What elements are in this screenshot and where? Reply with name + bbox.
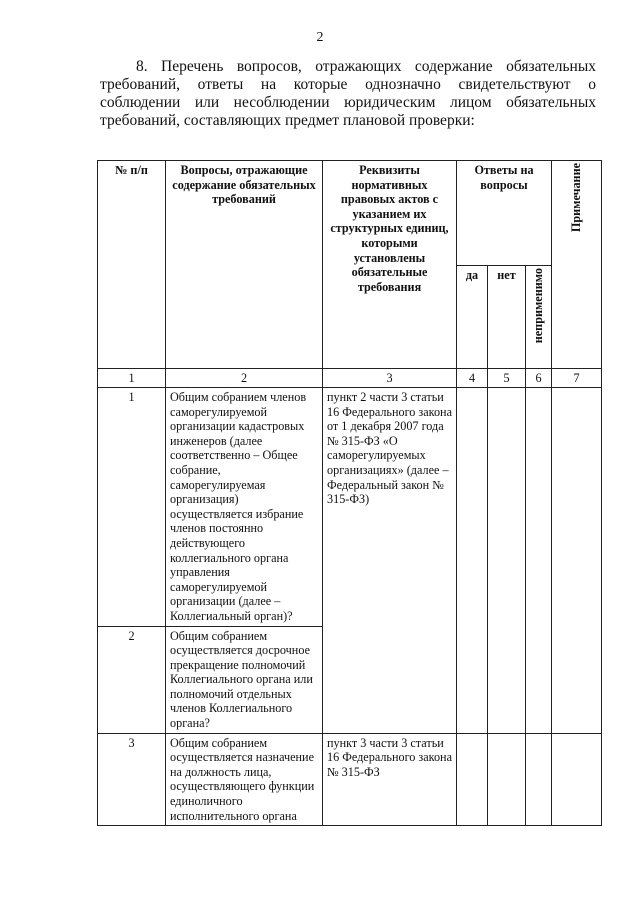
row-requisites: пункт 2 части 3 статьи 16 Федерального закона от 1 декабря 2007 года № 315-ФЗ «О саморегулируемых организациях» (далее – Федеральный закон № 315-ФЗ) xyxy=(323,388,457,734)
header-answers: Ответы на вопросы xyxy=(457,161,552,266)
table-row xyxy=(98,733,602,826)
header-note: Примечание xyxy=(569,163,584,233)
row-number: 1 xyxy=(98,388,166,627)
row-number: 3 xyxy=(98,733,166,826)
row-question: Общим собранием членов саморегулируемой организации кадастровых инженеров (далее соответственно – Общее собрание, саморегулируемая организация) осуществляется избрание членов постоянно действующего коллегиального органа управления саморегулируемой организации (далее – Коллегиальный орган)? xyxy=(166,388,323,627)
header-na: неприменимо xyxy=(531,268,546,344)
column-number: 6 xyxy=(526,369,552,388)
row-question: Общим собранием осуществляется досрочное прекращение полномочий Коллегиального органа или полномочий отдельных членов Коллегиального органа? xyxy=(166,626,323,733)
page-number: 2 xyxy=(316,30,324,45)
header-na-cell xyxy=(526,266,552,369)
header-note-cell xyxy=(552,161,602,369)
requirements-table xyxy=(97,160,602,826)
header-no: нет xyxy=(488,266,526,369)
column-number: 5 xyxy=(488,369,526,388)
intro-text: Перечень вопросов, отражающих содержание обязательных требований, ответы на которые однозначно свидетельствуют о соблюдении или несоблюдении юридическим лицом обязательных требований, составляющих предмет плановой проверки: xyxy=(100,58,596,129)
header-questions: Вопросы, отражающие содержание обязательных требований xyxy=(166,161,323,369)
row-number: 2 xyxy=(98,626,166,733)
row-requisites: пункт 3 части 3 статьи 16 Федерального закона № 315-ФЗ xyxy=(323,733,457,826)
answer-yes-cell xyxy=(457,733,488,826)
answer-no-cell xyxy=(488,388,526,734)
answer-na-cell xyxy=(526,733,552,826)
column-numbers-row xyxy=(98,369,602,388)
header-yes: да xyxy=(457,266,488,369)
table-row xyxy=(98,388,602,627)
intro-paragraph xyxy=(100,58,596,130)
answer-no-cell xyxy=(488,733,526,826)
column-number: 3 xyxy=(323,369,457,388)
intro-number: 8. xyxy=(136,58,148,75)
column-number: 2 xyxy=(166,369,323,388)
note-cell xyxy=(552,733,602,826)
column-number: 7 xyxy=(552,369,602,388)
header-number: № п/п xyxy=(98,161,166,369)
column-number: 4 xyxy=(457,369,488,388)
header-requisites: Реквизиты нормативных правовых актов с указанием их структурных единиц, которыми установлены обязательные требования xyxy=(323,161,457,369)
answer-yes-cell xyxy=(457,388,488,734)
column-number: 1 xyxy=(98,369,166,388)
answer-na-cell xyxy=(526,388,552,734)
row-question: Общим собранием осуществляется назначение на должность лица, осуществляющего функции единоличного исполнительного органа xyxy=(166,733,323,826)
note-cell xyxy=(552,388,602,734)
